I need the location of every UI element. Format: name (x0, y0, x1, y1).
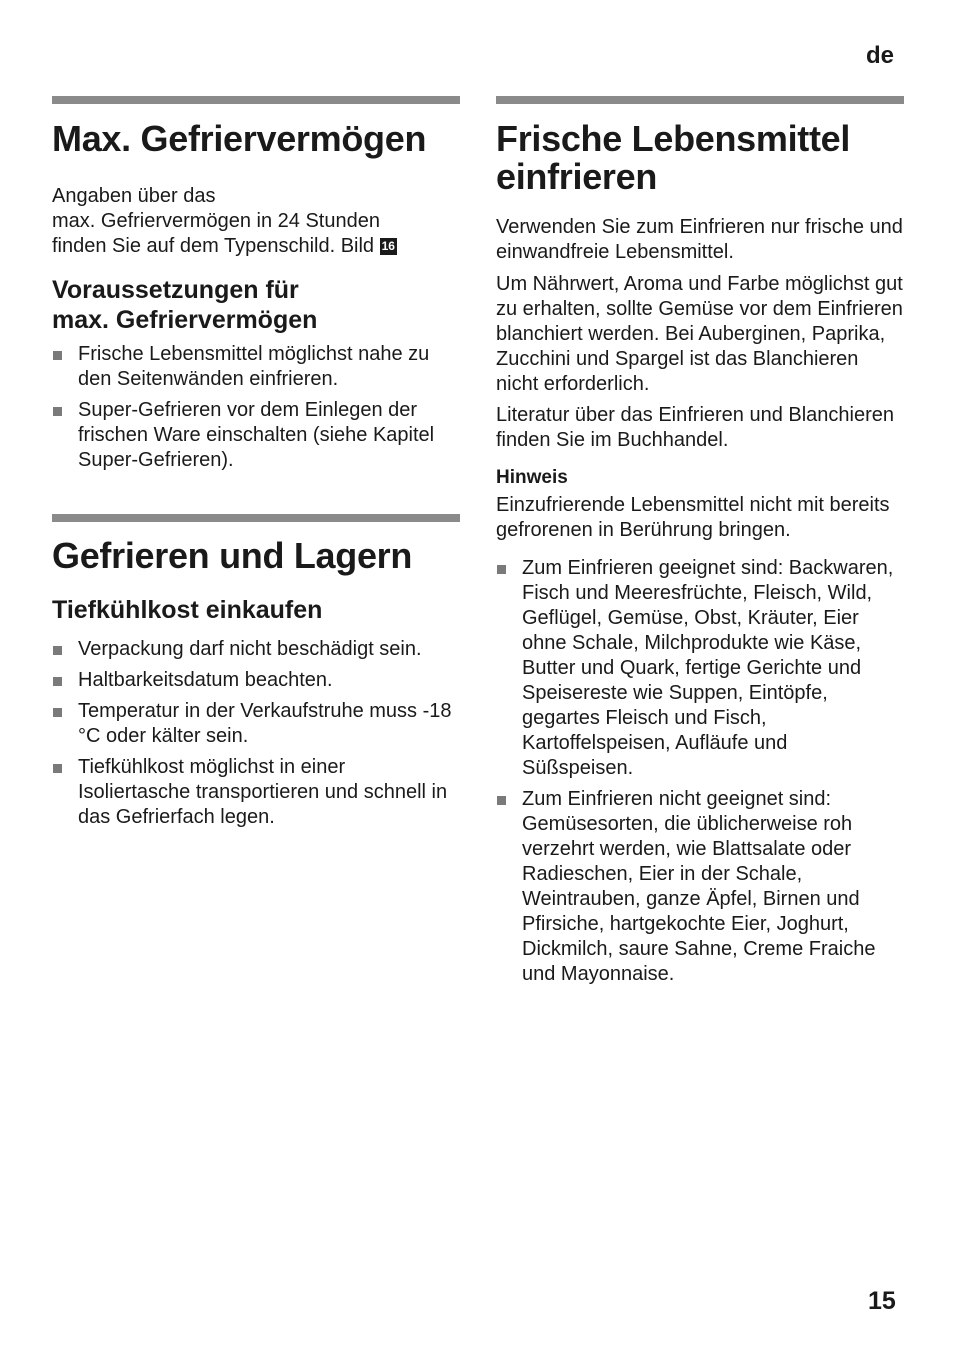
list-item: Super-Gefrieren vor dem Einlegen der frischen Ware einschalten (siehe Kapitel Super-Gefrieren). (52, 398, 460, 473)
paragraph: Literatur über das Einfrieren und Blanchieren finden Sie im Buchhandel. (496, 404, 895, 451)
paragraph: Um Nährwert, Aroma und Farbe möglichst gut zu erhalten, sollte Gemüse vor dem Einfrieren blanchiert werden. Bei Auberginen, Paprika, Zucchini und Spargel ist das Blanchieren nicht erforderlich. (496, 273, 903, 395)
list-item: Haltbarkeitsdatum beachten. (52, 668, 460, 693)
section-rule (52, 96, 460, 104)
list-item: Zum Einfrieren nicht geeignet sind: Gemüsesorten, die üblicherweise roh verzehrt werden, wie Blattsalate oder Radieschen, Eier in der Schale, Weintrauben, ganze Äpfel, Birnen und Pfirsiche, hartgekochte Eier, Joghurt, Dickmilch, saure Sahne, Creme Fraiche und Mayonnaise. (496, 787, 904, 987)
list-item: Frische Lebensmittel möglichst nahe zu den Seitenwänden einfrieren. (52, 342, 460, 392)
intro-line: max. Gefriervermögen in 24 Stunden (52, 210, 380, 232)
title-line: einfrieren (496, 156, 658, 197)
bullet-list (52, 342, 460, 473)
section-title (496, 120, 904, 196)
list-item: Zum Einfrieren geeignet sind: Backwaren, Fisch und Meeresfrüchte, Fleisch, Wild, Geflügel, Gemüse, Obst, Kräuter, Eier ohne Schale, Milchprodukte wie Käse, Butter und Quark, fertige Gerichte und Speisereste wie Suppen, Eintöpfe, gegartes Fleisch und Fisch, Kartoffelspeisen, Aufläufe und Süßspeisen. (496, 556, 904, 781)
page-number: 15 (868, 1287, 896, 1315)
section-rule (52, 514, 460, 522)
intro-line: finden Sie auf dem Typenschild. Bild (52, 235, 375, 257)
bullet-list (52, 637, 460, 830)
list-item: Temperatur in der Verkaufstruhe muss -18 °C oder kälter sein. (52, 699, 460, 749)
section-max-freezing-capacity (52, 96, 460, 473)
figure-reference-badge: 16 (381, 239, 395, 253)
title-line: Frische Lebensmittel (496, 118, 851, 159)
intro-paragraph (52, 184, 460, 259)
language-code: de (866, 42, 895, 69)
section-rule (496, 96, 904, 104)
section-freezing-and-storing (52, 514, 460, 830)
intro-line: Angaben über das (52, 185, 216, 207)
subsection-heading: Tiefkühlkost einkaufen (52, 596, 323, 624)
note-heading: Hinweis (496, 467, 568, 488)
paragraph: Verwenden Sie zum Einfrieren nur frische und einwandfreie Lebensmittel. (496, 216, 903, 263)
subsection-heading (52, 275, 460, 335)
subheading-line: max. Gefriervermögen (52, 306, 318, 334)
section-title: Max. Gefriervermögen (52, 118, 427, 159)
note-text: Einzufrierende Lebensmittel nicht mit bereits gefrorenen in Berührung bringen. (496, 494, 890, 541)
section-title: Gefrieren und Lagern (52, 535, 413, 576)
subheading-line: Voraussetzungen für (52, 276, 299, 304)
section-freezing-fresh-food (496, 96, 904, 987)
bullet-list (496, 556, 904, 987)
list-item: Tiefkühlkost möglichst in einer Isoliertasche transportieren und schnell in das Gefrierfach legen. (52, 755, 460, 830)
list-item: Verpackung darf nicht beschädigt sein. (52, 637, 460, 662)
